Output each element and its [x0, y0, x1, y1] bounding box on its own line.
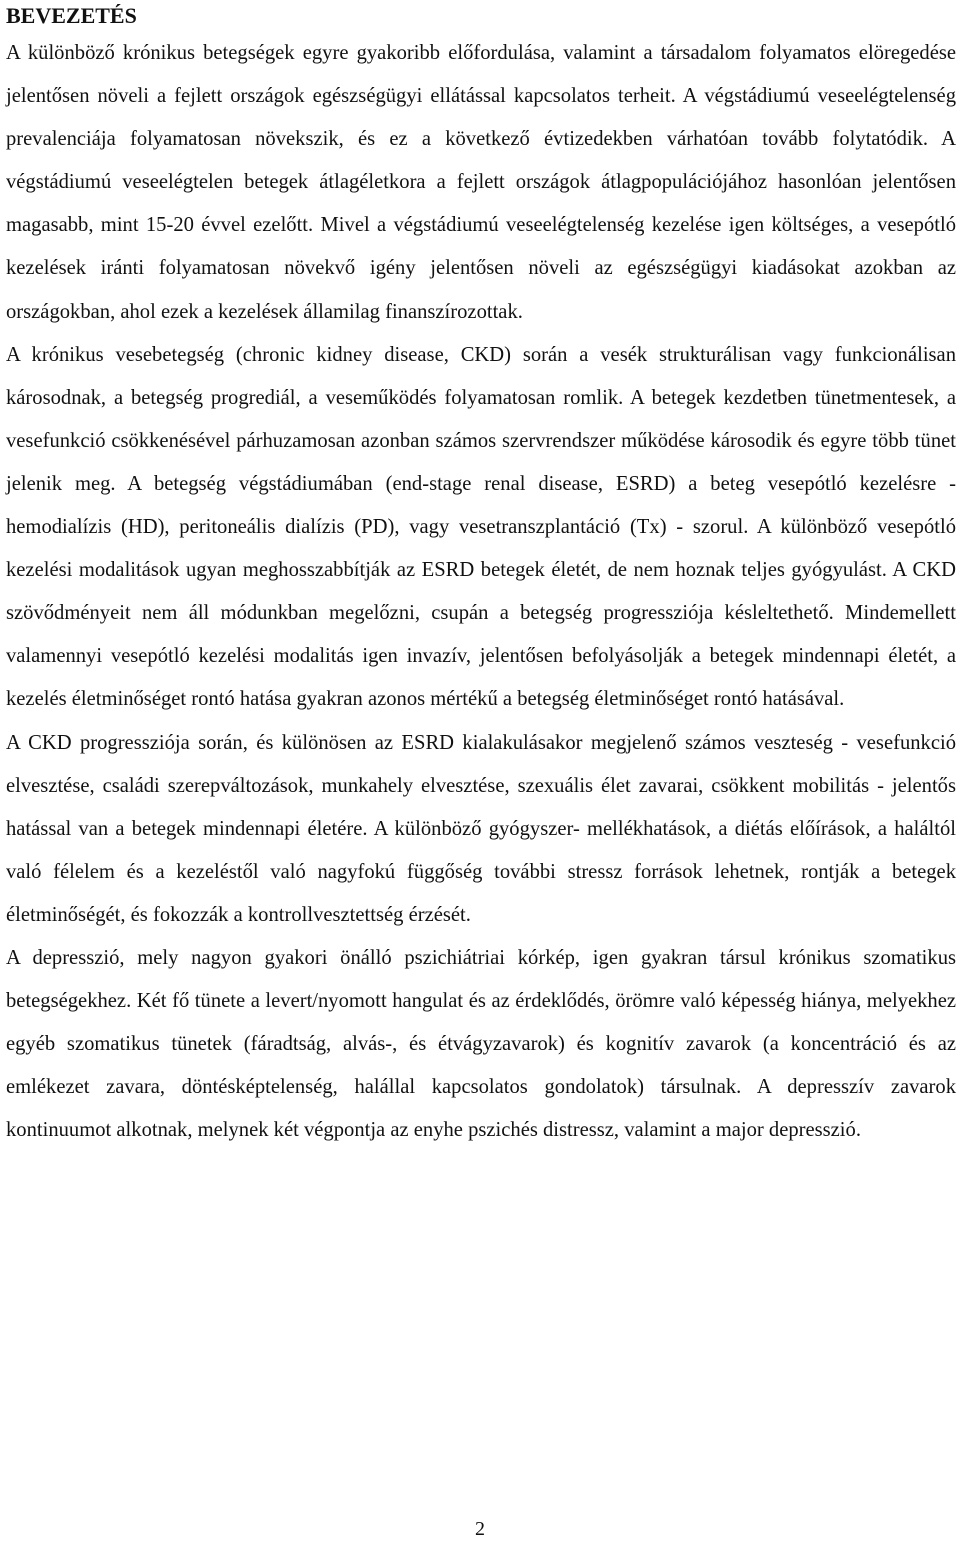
- paragraph-1: A különböző krónikus betegségek egyre gyakoribb előfordulása, valamint a társadalom folyamatos elöregedése jelentősen növeli a fejlett országok egészségügyi ellátással kapcsolatos terheit. A végstádiumú veseelégtelenség prevalenciája folyamatosan növekszik, és ez a következő évtizedekben várhatóan tovább folytatódik. A végstádiumú veseelégtelen betegek átlagéletkora a fejlett országok átlagpopulációjához hasonlóan jelentősen magasabb, mint 15-20 évvel ezelőtt. Mivel a végstádiumú veseelégtelenség kezelése igen költséges, a vesepótló kezelések iránti folyamatosan növekvő igény jelentősen növeli az egészségügyi kiadásokat azokban az országokban, ahol ezek a kezelések államilag finanszírozottak.: [6, 42, 956, 323]
- paragraph-4: A depresszió, mely nagyon gyakori önálló pszichiátriai kórkép, igen gyakran társul krónikus szomatikus betegségekhez. Két fő tünete a levert/nyomott hangulat és az érdeklődés, örömre való képesség hiánya, melyekhez egyéb szomatikus tünetek (fáradtság, alvás-, és étvágyzavarok) és kognitív zavarok (a koncentráció és az emlékezet zavara, döntésképtelenség, halállal kapcsolatos gondolatok) társulnak. A depresszív zavarok kontinuumot alkotnak, melynek két végpontja az enyhe pszichés distressz, valamint a major depresszió.: [6, 946, 956, 1142]
- section-heading: BEVEZETÉS: [6, 3, 137, 28]
- paragraph-3: A CKD progressziója során, és különösen az ESRD kialakulásakor megjelenő számos veszteség - vesefunkció elvesztése, családi szerepváltozások, munkahely elvesztése, szexuális élet zavarai, csökkent mobilitás - jelentős hatással van a betegek mindennapi életére. A különböző gyógyszer- mellékhatások, a diétás előírások, a haláltól való félelem és a kezeléstől való nagyfokú függőség további stressz források lehetnek, rontják a betegek életminőségét, és fokozzák a kontrollvesztettség érzését.: [6, 731, 956, 926]
- paragraph-2: A krónikus vesebetegség (chronic kidney disease, CKD) során a vesék strukturálisan vagy funkcionálisan károsodnak, a betegség progrediál, a veseműködés folyamatosan romlik. A betegek kezdetben tünetmentesek, a vesefunkció csökkenésével párhuzamosan azonban számos szervrendszer működése károsodik és egyre több tünet jelenik meg. A betegség végstádiumában (end-stage renal disease, ESRD) a beteg vesepótló kezelésre - hemodialízis (HD), peritoneális dialízis (PD), vagy vesetranszplantáció (Tx) - szorul. A különböző vesepótló kezelési modalitások ugyan meghosszabbítják az ESRD betegek életét, de nem hoznak teljes gyógyulást. A CKD szövődményeit nem áll módunkban megelőzni, csupán a betegség progressziója késleltethető. Mindemellett valamennyi vesepótló kezelési modalitás igen invazív, jelentősen befolyásolják a betegek mindennapi életét, a kezelés életminőséget rontó hatása gyakran azonos mértékű a betegség életminőséget rontó hatásával.: [6, 343, 956, 711]
- page-number: 2: [475, 1518, 485, 1540]
- document-page: [6, 0, 956, 1152]
